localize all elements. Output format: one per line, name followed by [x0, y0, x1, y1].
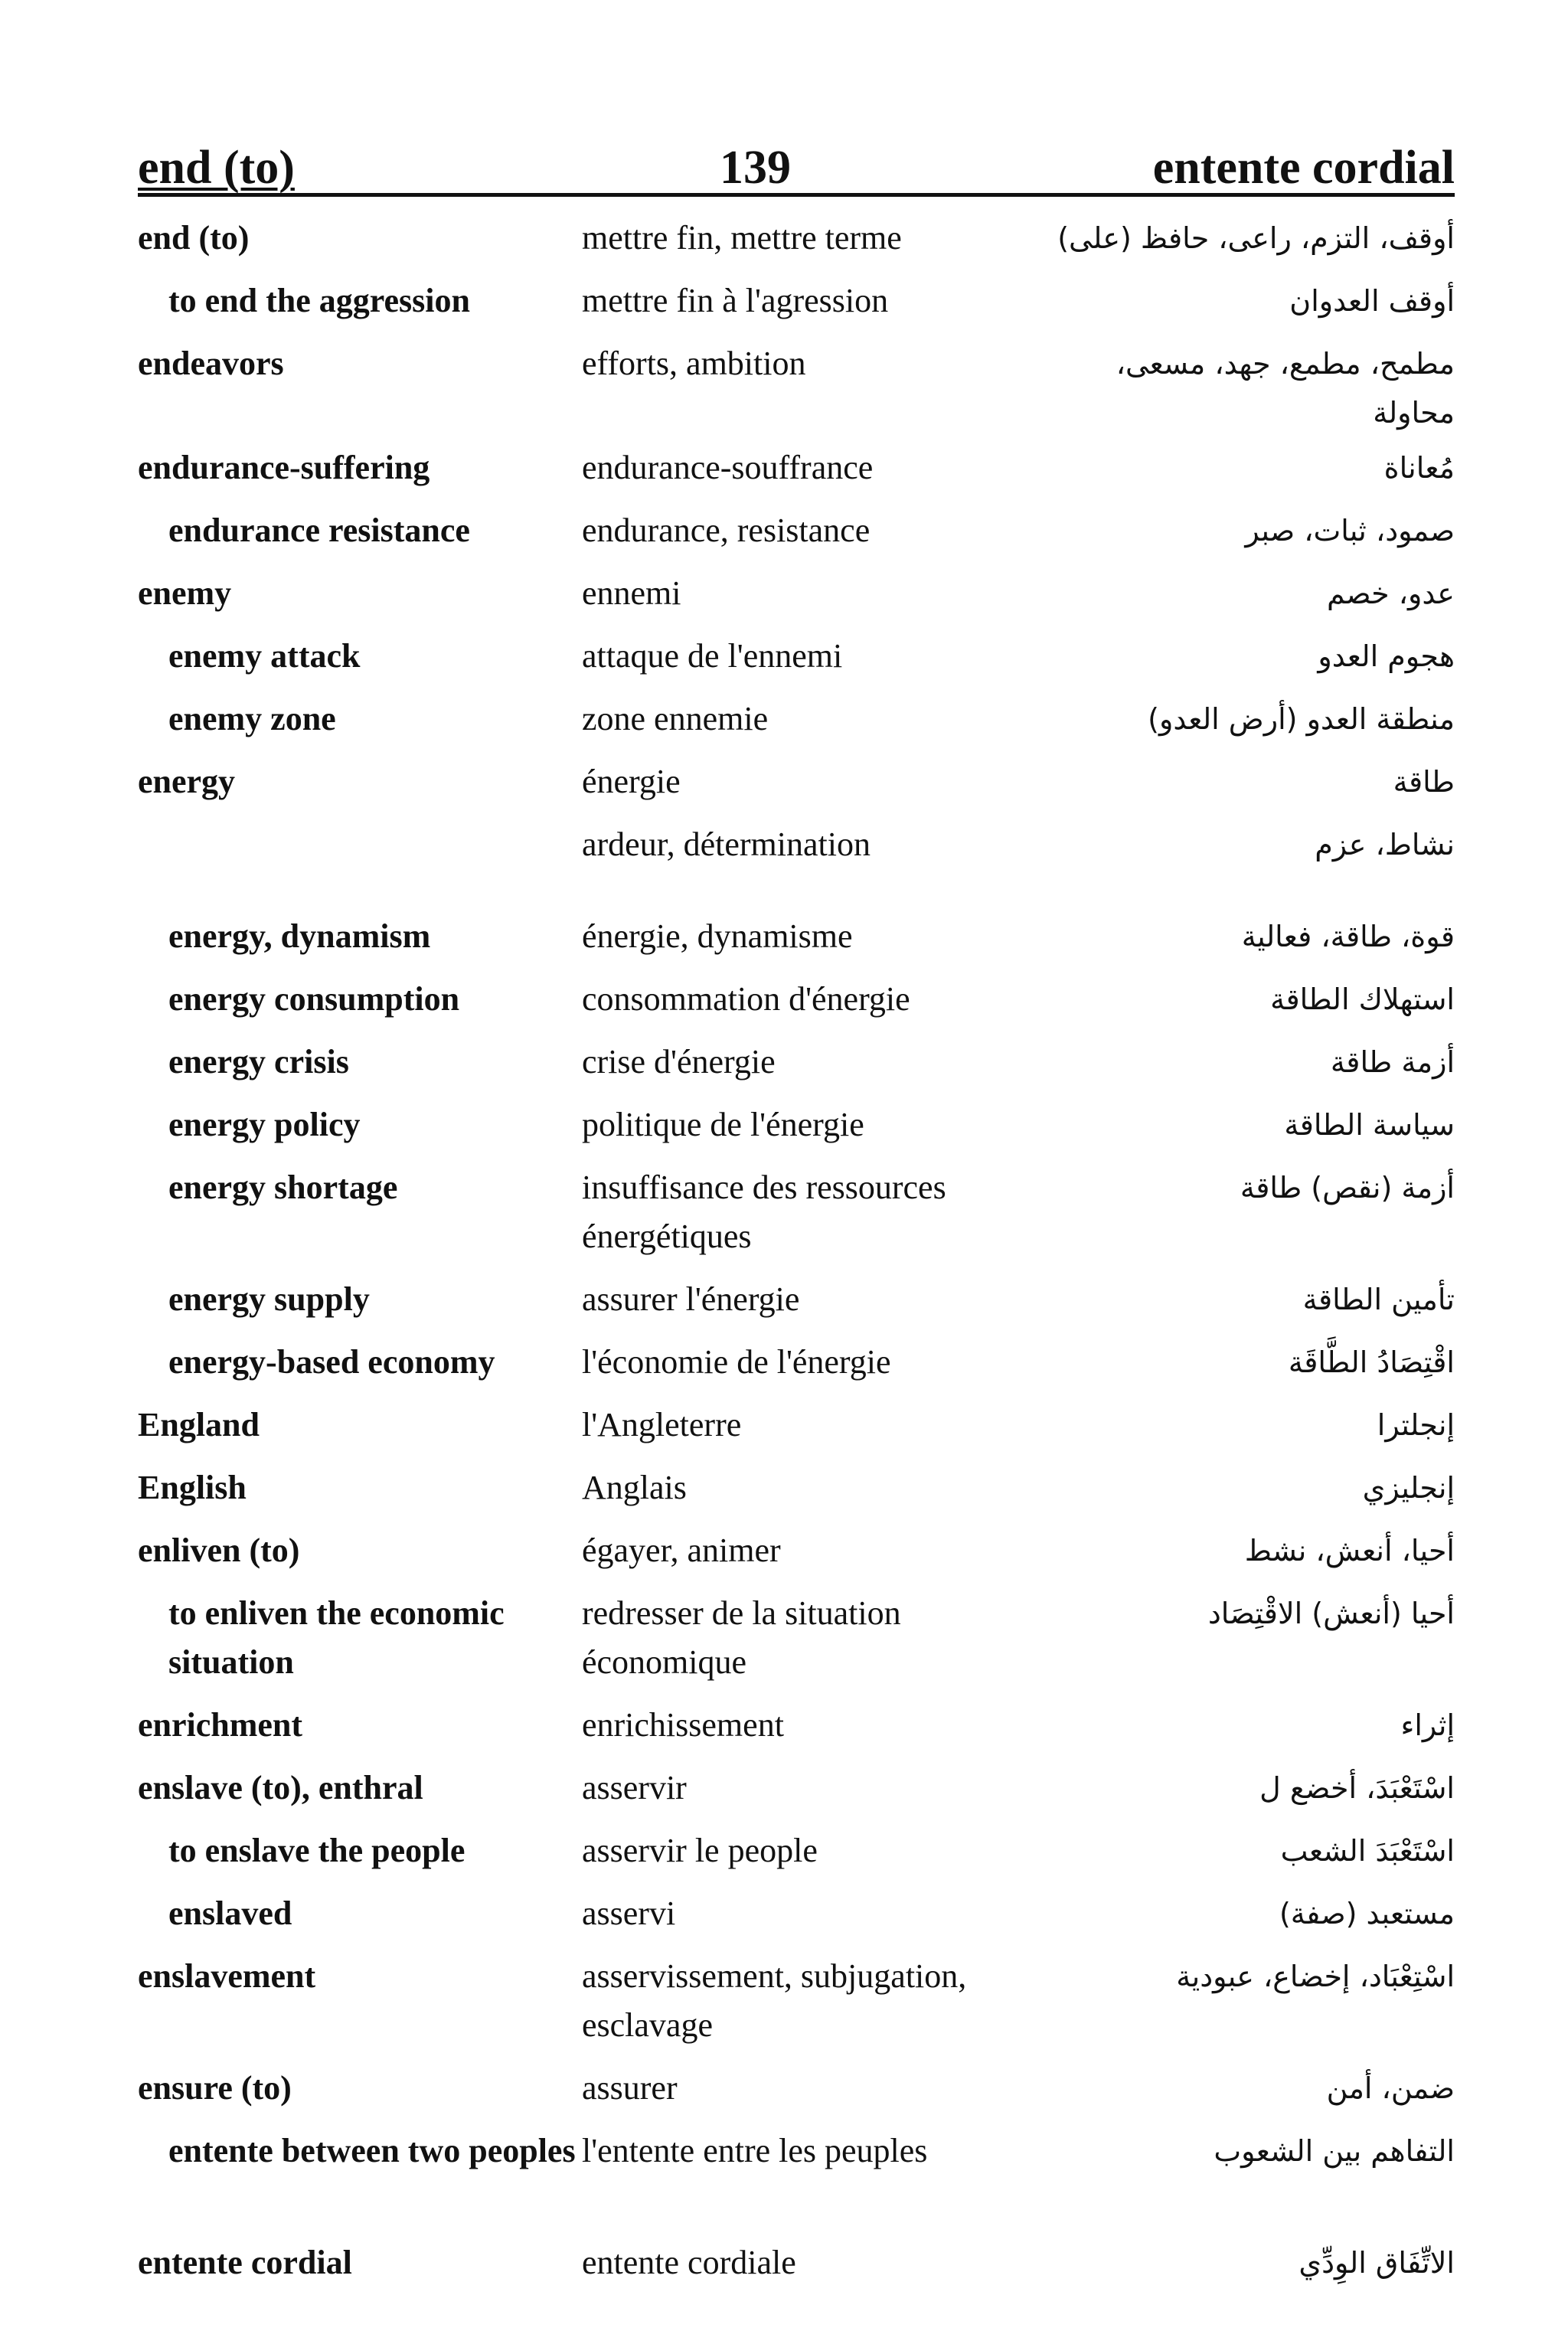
- dictionary-page: [138, 129, 1455, 2295]
- english-term: to end the aggression: [168, 282, 470, 319]
- arabic-translation: أزمة طاقة: [1330, 1045, 1455, 1079]
- entry-row: [138, 906, 1455, 969]
- entry-row: [138, 751, 1455, 814]
- french-translation: zone ennemie: [582, 700, 769, 737]
- entry-row: [138, 1269, 1455, 1332]
- french-translation: attaque de l'ennemi: [582, 637, 843, 675]
- french-translation: entente cordiale: [582, 2244, 796, 2281]
- french-translation: endurance-souffrance: [582, 449, 874, 486]
- header-last-entry: entente cordial: [1152, 142, 1455, 194]
- arabic-translation: الاتِّفَاق الوِدِّي: [1298, 2246, 1455, 2280]
- entry-row: [138, 333, 1455, 437]
- french-translation: Anglais: [582, 1469, 687, 1506]
- arabic-translation: التفاهم بين الشعوب: [1214, 2134, 1455, 2168]
- english-term: enslavement: [138, 1957, 316, 1995]
- french-translation: politique de l'énergie: [582, 1106, 864, 1143]
- french-translation: assurer: [582, 2069, 678, 2107]
- english-term: entente cordial: [138, 2244, 352, 2281]
- english-term: enemy: [138, 574, 232, 612]
- entry-row: [138, 563, 1455, 626]
- french-translation: enrichissement: [582, 1706, 784, 1744]
- english-term: energy policy: [168, 1106, 361, 1143]
- arabic-translation: تأمين الطاقة: [1302, 1283, 1455, 1316]
- page-number: 139: [720, 142, 791, 194]
- arabic-translation: أحيا، أنعش، نشط: [1244, 1534, 1455, 1568]
- english-term: [138, 814, 582, 820]
- entry-row: [138, 270, 1455, 333]
- arabic-translation: مُعاناة: [1383, 451, 1455, 485]
- arabic-translation: اسْتَعْبَدَ الشعب: [1280, 1834, 1455, 1868]
- entry-row: [138, 1457, 1455, 1520]
- french-translation: l'économie de l'énergie: [582, 1343, 891, 1381]
- english-term: enrichment: [138, 1706, 303, 1744]
- english-term: endurance resistance: [168, 512, 470, 549]
- entry-row: [138, 1820, 1455, 1883]
- french-translation: énergie, dynamisme: [582, 917, 853, 955]
- english-term: English: [138, 1469, 247, 1506]
- entry-row: [138, 208, 1455, 270]
- entry-row: [138, 688, 1455, 751]
- page-header: [138, 129, 1455, 197]
- french-translation: efforts, ambition: [582, 345, 806, 382]
- arabic-translation: قوة، طاقة، فعالية: [1241, 920, 1455, 953]
- arabic-translation: عدو، خصم: [1326, 577, 1455, 610]
- french-translation: égayer, animer: [582, 1532, 781, 1569]
- english-term: enemy zone: [168, 700, 336, 737]
- arabic-translation: أحيا (أنعش) الاقْتِصَاد: [1207, 1597, 1455, 1630]
- english-term: end (to): [138, 219, 250, 257]
- french-translation: mettre fin à l'agression: [582, 282, 889, 319]
- french-translation: mettre fin, mettre terme: [582, 219, 902, 257]
- french-translation: asservir le people: [582, 1832, 818, 1869]
- entry-row: [138, 500, 1455, 563]
- english-term: to enslave the people: [168, 1832, 466, 1869]
- entry-row: [138, 969, 1455, 1031]
- english-term: entente between two peoples: [168, 2132, 576, 2169]
- arabic-translation: نشاط، عزم: [1315, 828, 1455, 861]
- english-term: energy consumption: [168, 980, 460, 1018]
- english-term: ensure (to): [138, 2069, 292, 2107]
- english-term: energy, dynamism: [168, 917, 431, 955]
- french-translation: ardeur, détermination: [582, 825, 871, 863]
- french-translation: redresser de la situation économique: [582, 1594, 901, 1681]
- entry-row: [138, 1946, 1455, 2058]
- english-term: endurance-suffering: [138, 449, 430, 486]
- english-term: endeavors: [138, 345, 284, 382]
- french-translation: énergie: [582, 763, 681, 800]
- arabic-translation: طاقة: [1393, 765, 1455, 799]
- arabic-translation: مطمح، مطمع، جهد، مسعى، محاولة: [1116, 347, 1455, 430]
- english-term: energy supply: [168, 1280, 370, 1318]
- english-term: enslaved: [168, 1894, 292, 1932]
- french-translation: ennemi: [582, 574, 681, 612]
- entry-row: [138, 1757, 1455, 1820]
- entry-row: [138, 1157, 1455, 1269]
- entry-row: [138, 437, 1455, 500]
- english-term: England: [138, 1406, 260, 1443]
- french-translation: crise d'énergie: [582, 1043, 776, 1080]
- entry-row: [138, 2120, 1455, 2232]
- entry-row: [138, 2058, 1455, 2120]
- entry-row: [138, 626, 1455, 688]
- arabic-translation: أزمة (نقص) طاقة: [1240, 1171, 1455, 1205]
- arabic-translation: مستعبد (صفة): [1279, 1897, 1455, 1930]
- entry-row: [138, 1332, 1455, 1394]
- arabic-translation: اقْتِصَادُ الطَّاقَة: [1288, 1345, 1455, 1379]
- entry-row: [138, 1094, 1455, 1157]
- arabic-translation: إنجلترا: [1377, 1408, 1455, 1442]
- entry-row: [138, 1520, 1455, 1583]
- english-term: enliven (to): [138, 1532, 300, 1569]
- french-translation: l'Angleterre: [582, 1406, 742, 1443]
- arabic-translation: منطقة العدو (أرض العدو): [1148, 702, 1455, 736]
- entry-row: [138, 1031, 1455, 1094]
- entry-row: [138, 2232, 1455, 2295]
- french-translation: assurer l'énergie: [582, 1280, 800, 1318]
- french-translation: asservir: [582, 1769, 687, 1806]
- french-translation: consommation d'énergie: [582, 980, 910, 1018]
- arabic-translation: اسْتَعْبَدَ، أخضع ل: [1259, 1771, 1455, 1805]
- entry-row: [138, 1695, 1455, 1757]
- arabic-translation: ضمن، أمن: [1326, 2071, 1455, 2105]
- french-translation: insuffisance des ressources énergétiques: [582, 1169, 946, 1255]
- french-translation: asservi: [582, 1894, 676, 1932]
- arabic-translation: استهلاك الطاقة: [1270, 982, 1455, 1016]
- english-term: enslave (to), enthral: [138, 1769, 423, 1806]
- arabic-translation: أوقف، التزم، راعى، حافظ (على): [1057, 221, 1455, 255]
- french-translation: asservissement, subjugation, esclavage: [582, 1957, 967, 2044]
- french-translation: endurance, resistance: [582, 512, 871, 549]
- english-term: energy shortage: [168, 1169, 398, 1206]
- arabic-translation: أوقف العدوان: [1289, 284, 1455, 318]
- english-term: energy: [138, 763, 236, 800]
- arabic-translation: سياسة الطاقة: [1284, 1108, 1455, 1142]
- english-term: to enliven the economic situation: [168, 1594, 505, 1681]
- arabic-translation: إنجليزي: [1362, 1471, 1455, 1505]
- english-term: enemy attack: [168, 637, 361, 675]
- arabic-translation: اسْتِعْبَاد، إخضاع، عبودية: [1176, 1960, 1455, 1993]
- entry-list: [138, 208, 1455, 2295]
- entry-row: [138, 814, 1455, 877]
- english-term: energy-based economy: [168, 1343, 495, 1381]
- arabic-translation: إثراء: [1400, 1708, 1455, 1742]
- entry-row: [138, 1883, 1455, 1946]
- french-translation: l'entente entre les peuples: [582, 2132, 928, 2169]
- entry-row: [138, 1394, 1455, 1457]
- header-first-entry: end (to): [138, 142, 295, 194]
- arabic-translation: صمود، ثبات، صبر: [1245, 514, 1455, 548]
- entry-row: [138, 1583, 1455, 1695]
- english-term: energy crisis: [168, 1043, 349, 1080]
- arabic-translation: هجوم العدو: [1318, 639, 1455, 673]
